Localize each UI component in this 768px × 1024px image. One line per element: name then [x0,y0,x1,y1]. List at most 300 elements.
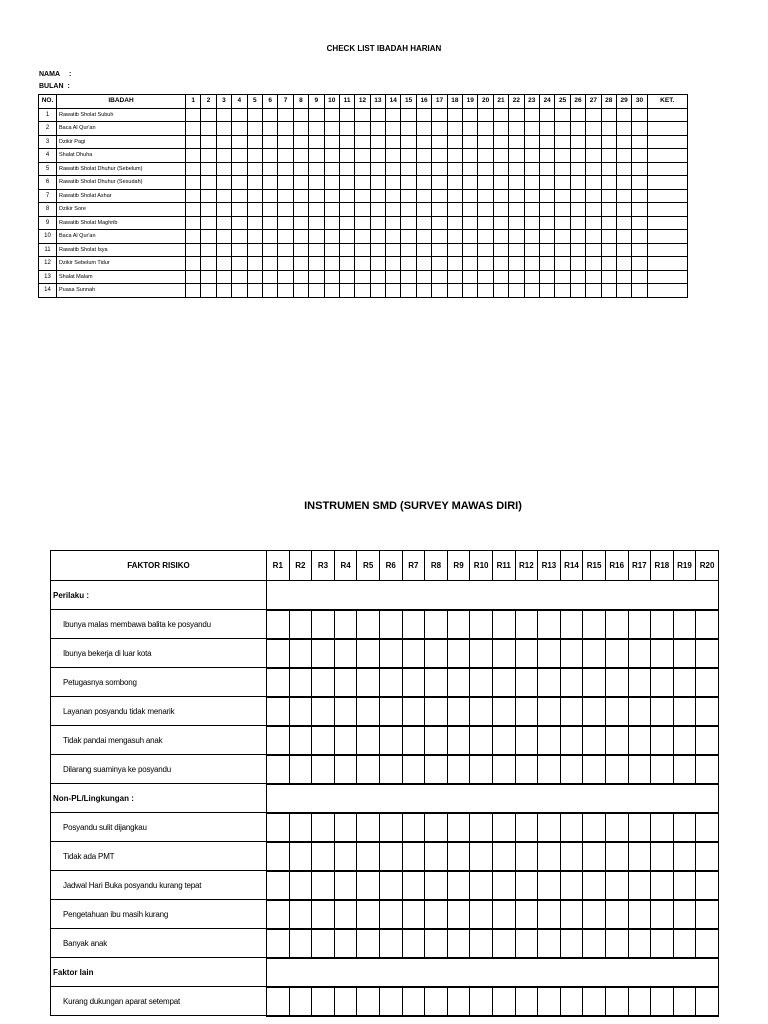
check-cell[interactable] [586,230,601,244]
check-cell[interactable] [339,203,354,217]
check-cell[interactable] [355,189,370,203]
check-cell[interactable] [586,284,601,298]
check-cell[interactable] [555,203,570,217]
check-cell[interactable] [616,135,631,149]
response-cell[interactable] [628,871,651,900]
check-cell[interactable] [355,108,370,122]
response-cell[interactable] [628,987,651,1016]
response-cell[interactable] [515,639,538,668]
response-cell[interactable] [651,871,674,900]
check-cell[interactable] [386,162,401,176]
check-cell[interactable] [370,270,385,284]
check-cell[interactable] [432,108,447,122]
response-cell[interactable] [289,697,312,726]
ket-cell[interactable] [647,243,687,257]
check-cell[interactable] [432,257,447,271]
check-cell[interactable] [216,270,231,284]
check-cell[interactable] [524,176,539,190]
check-cell[interactable] [386,149,401,163]
check-cell[interactable] [432,270,447,284]
check-cell[interactable] [478,270,493,284]
response-cell[interactable] [312,610,335,639]
check-cell[interactable] [478,135,493,149]
check-cell[interactable] [309,243,324,257]
ket-cell[interactable] [647,216,687,230]
check-cell[interactable] [586,135,601,149]
response-cell[interactable] [605,668,628,697]
check-cell[interactable] [416,162,431,176]
check-cell[interactable] [616,284,631,298]
response-cell[interactable] [651,610,674,639]
response-cell[interactable] [538,726,561,755]
check-cell[interactable] [478,176,493,190]
response-cell[interactable] [515,987,538,1016]
response-cell[interactable] [470,697,493,726]
response-cell[interactable] [492,668,515,697]
check-cell[interactable] [524,257,539,271]
check-cell[interactable] [509,230,524,244]
response-cell[interactable] [425,726,448,755]
check-cell[interactable] [339,176,354,190]
check-cell[interactable] [493,108,508,122]
response-cell[interactable] [696,871,719,900]
check-cell[interactable] [386,189,401,203]
response-cell[interactable] [515,813,538,842]
check-cell[interactable] [586,176,601,190]
check-cell[interactable] [447,108,462,122]
check-cell[interactable] [355,203,370,217]
response-cell[interactable] [538,900,561,929]
response-cell[interactable] [267,842,290,871]
response-cell[interactable] [560,726,583,755]
check-cell[interactable] [509,243,524,257]
ket-cell[interactable] [647,257,687,271]
response-cell[interactable] [267,929,290,958]
response-cell[interactable] [425,813,448,842]
check-cell[interactable] [324,189,339,203]
check-cell[interactable] [447,230,462,244]
check-cell[interactable] [570,108,585,122]
ket-cell[interactable] [647,203,687,217]
check-cell[interactable] [262,216,277,230]
check-cell[interactable] [616,149,631,163]
check-cell[interactable] [601,203,616,217]
response-cell[interactable] [289,668,312,697]
response-cell[interactable] [334,697,357,726]
response-cell[interactable] [402,610,425,639]
check-cell[interactable] [386,230,401,244]
check-cell[interactable] [570,284,585,298]
check-cell[interactable] [586,108,601,122]
check-cell[interactable] [539,108,554,122]
check-cell[interactable] [309,135,324,149]
check-cell[interactable] [447,284,462,298]
response-cell[interactable] [402,755,425,784]
response-cell[interactable] [673,842,696,871]
check-cell[interactable] [247,149,262,163]
check-cell[interactable] [432,284,447,298]
check-cell[interactable] [416,230,431,244]
check-cell[interactable] [401,122,416,136]
check-cell[interactable] [262,108,277,122]
check-cell[interactable] [601,122,616,136]
response-cell[interactable] [334,610,357,639]
response-cell[interactable] [696,842,719,871]
check-cell[interactable] [632,135,647,149]
response-cell[interactable] [605,987,628,1016]
check-cell[interactable] [509,135,524,149]
check-cell[interactable] [216,257,231,271]
check-cell[interactable] [201,122,216,136]
response-cell[interactable] [289,871,312,900]
check-cell[interactable] [570,203,585,217]
check-cell[interactable] [324,122,339,136]
response-cell[interactable] [560,610,583,639]
check-cell[interactable] [401,149,416,163]
ket-cell[interactable] [647,230,687,244]
check-cell[interactable] [447,216,462,230]
response-cell[interactable] [696,610,719,639]
check-cell[interactable] [539,162,554,176]
check-cell[interactable] [186,243,201,257]
check-cell[interactable] [570,149,585,163]
response-cell[interactable] [470,900,493,929]
check-cell[interactable] [309,162,324,176]
check-cell[interactable] [339,162,354,176]
check-cell[interactable] [339,122,354,136]
response-cell[interactable] [538,813,561,842]
check-cell[interactable] [232,122,247,136]
check-cell[interactable] [186,189,201,203]
check-cell[interactable] [339,284,354,298]
response-cell[interactable] [289,726,312,755]
check-cell[interactable] [201,257,216,271]
response-cell[interactable] [267,987,290,1016]
check-cell[interactable] [201,203,216,217]
response-cell[interactable] [583,755,606,784]
response-cell[interactable] [628,726,651,755]
check-cell[interactable] [632,162,647,176]
response-cell[interactable] [379,639,402,668]
check-cell[interactable] [309,230,324,244]
check-cell[interactable] [355,149,370,163]
check-cell[interactable] [293,135,308,149]
check-cell[interactable] [262,149,277,163]
check-cell[interactable] [632,230,647,244]
check-cell[interactable] [355,135,370,149]
check-cell[interactable] [601,230,616,244]
check-cell[interactable] [432,122,447,136]
check-cell[interactable] [386,122,401,136]
check-cell[interactable] [278,230,293,244]
check-cell[interactable] [555,176,570,190]
check-cell[interactable] [293,189,308,203]
check-cell[interactable] [432,189,447,203]
check-cell[interactable] [478,162,493,176]
check-cell[interactable] [324,135,339,149]
response-cell[interactable] [402,697,425,726]
check-cell[interactable] [262,122,277,136]
check-cell[interactable] [509,176,524,190]
check-cell[interactable] [309,216,324,230]
check-cell[interactable] [493,216,508,230]
check-cell[interactable] [293,203,308,217]
check-cell[interactable] [616,216,631,230]
response-cell[interactable] [605,726,628,755]
check-cell[interactable] [447,162,462,176]
response-cell[interactable] [673,755,696,784]
response-cell[interactable] [696,987,719,1016]
response-cell[interactable] [673,726,696,755]
check-cell[interactable] [201,176,216,190]
check-cell[interactable] [616,176,631,190]
response-cell[interactable] [492,726,515,755]
response-cell[interactable] [515,668,538,697]
response-cell[interactable] [492,610,515,639]
check-cell[interactable] [555,284,570,298]
check-cell[interactable] [432,135,447,149]
response-cell[interactable] [605,697,628,726]
check-cell[interactable] [309,257,324,271]
response-cell[interactable] [312,871,335,900]
check-cell[interactable] [278,284,293,298]
response-cell[interactable] [651,987,674,1016]
check-cell[interactable] [370,108,385,122]
check-cell[interactable] [247,257,262,271]
response-cell[interactable] [425,900,448,929]
check-cell[interactable] [539,284,554,298]
check-cell[interactable] [601,284,616,298]
check-cell[interactable] [463,149,478,163]
check-cell[interactable] [339,257,354,271]
check-cell[interactable] [416,257,431,271]
check-cell[interactable] [216,122,231,136]
check-cell[interactable] [478,257,493,271]
check-cell[interactable] [355,162,370,176]
response-cell[interactable] [696,726,719,755]
response-cell[interactable] [425,929,448,958]
check-cell[interactable] [386,284,401,298]
check-cell[interactable] [370,257,385,271]
response-cell[interactable] [312,900,335,929]
check-cell[interactable] [186,162,201,176]
response-cell[interactable] [357,726,380,755]
response-cell[interactable] [492,639,515,668]
check-cell[interactable] [493,284,508,298]
check-cell[interactable] [186,203,201,217]
check-cell[interactable] [278,162,293,176]
check-cell[interactable] [293,230,308,244]
check-cell[interactable] [432,216,447,230]
check-cell[interactable] [539,257,554,271]
response-cell[interactable] [334,668,357,697]
check-cell[interactable] [493,162,508,176]
response-cell[interactable] [267,755,290,784]
check-cell[interactable] [524,284,539,298]
response-cell[interactable] [402,813,425,842]
response-cell[interactable] [628,929,651,958]
check-cell[interactable] [601,243,616,257]
check-cell[interactable] [447,149,462,163]
response-cell[interactable] [515,726,538,755]
check-cell[interactable] [616,189,631,203]
check-cell[interactable] [493,189,508,203]
check-cell[interactable] [616,122,631,136]
check-cell[interactable] [262,203,277,217]
response-cell[interactable] [492,755,515,784]
check-cell[interactable] [370,189,385,203]
check-cell[interactable] [493,149,508,163]
check-cell[interactable] [216,230,231,244]
check-cell[interactable] [339,108,354,122]
response-cell[interactable] [379,668,402,697]
check-cell[interactable] [493,257,508,271]
response-cell[interactable] [402,726,425,755]
check-cell[interactable] [616,243,631,257]
check-cell[interactable] [555,135,570,149]
check-cell[interactable] [278,243,293,257]
check-cell[interactable] [278,149,293,163]
check-cell[interactable] [370,122,385,136]
check-cell[interactable] [278,122,293,136]
check-cell[interactable] [262,243,277,257]
response-cell[interactable] [673,697,696,726]
response-cell[interactable] [402,668,425,697]
response-cell[interactable] [605,639,628,668]
response-cell[interactable] [651,726,674,755]
response-cell[interactable] [673,900,696,929]
check-cell[interactable] [293,270,308,284]
check-cell[interactable] [401,257,416,271]
check-cell[interactable] [416,243,431,257]
check-cell[interactable] [247,122,262,136]
check-cell[interactable] [247,162,262,176]
response-cell[interactable] [492,813,515,842]
check-cell[interactable] [262,270,277,284]
check-cell[interactable] [616,270,631,284]
response-cell[interactable] [470,813,493,842]
check-cell[interactable] [632,216,647,230]
check-cell[interactable] [432,162,447,176]
response-cell[interactable] [312,813,335,842]
check-cell[interactable] [216,189,231,203]
check-cell[interactable] [370,149,385,163]
response-cell[interactable] [402,639,425,668]
check-cell[interactable] [524,243,539,257]
response-cell[interactable] [673,987,696,1016]
response-cell[interactable] [515,871,538,900]
check-cell[interactable] [478,189,493,203]
response-cell[interactable] [289,929,312,958]
response-cell[interactable] [425,697,448,726]
check-cell[interactable] [324,149,339,163]
check-cell[interactable] [293,176,308,190]
response-cell[interactable] [289,987,312,1016]
check-cell[interactable] [324,216,339,230]
check-cell[interactable] [524,135,539,149]
response-cell[interactable] [583,668,606,697]
check-cell[interactable] [324,230,339,244]
check-cell[interactable] [616,162,631,176]
response-cell[interactable] [267,900,290,929]
response-cell[interactable] [628,755,651,784]
response-cell[interactable] [583,610,606,639]
check-cell[interactable] [262,284,277,298]
check-cell[interactable] [632,108,647,122]
response-cell[interactable] [492,987,515,1016]
check-cell[interactable] [401,230,416,244]
check-cell[interactable] [493,270,508,284]
check-cell[interactable] [447,243,462,257]
check-cell[interactable] [601,216,616,230]
check-cell[interactable] [401,270,416,284]
response-cell[interactable] [538,697,561,726]
check-cell[interactable] [232,203,247,217]
check-cell[interactable] [555,270,570,284]
check-cell[interactable] [232,108,247,122]
check-cell[interactable] [616,230,631,244]
check-cell[interactable] [186,108,201,122]
check-cell[interactable] [463,243,478,257]
check-cell[interactable] [186,216,201,230]
check-cell[interactable] [616,108,631,122]
check-cell[interactable] [586,203,601,217]
check-cell[interactable] [570,176,585,190]
response-cell[interactable] [651,813,674,842]
check-cell[interactable] [555,108,570,122]
check-cell[interactable] [216,108,231,122]
response-cell[interactable] [673,668,696,697]
check-cell[interactable] [309,189,324,203]
check-cell[interactable] [416,270,431,284]
response-cell[interactable] [651,842,674,871]
check-cell[interactable] [309,108,324,122]
check-cell[interactable] [293,216,308,230]
check-cell[interactable] [293,257,308,271]
check-cell[interactable] [601,257,616,271]
check-cell[interactable] [524,270,539,284]
response-cell[interactable] [334,639,357,668]
check-cell[interactable] [324,176,339,190]
check-cell[interactable] [293,122,308,136]
check-cell[interactable] [463,162,478,176]
check-cell[interactable] [201,149,216,163]
check-cell[interactable] [201,108,216,122]
response-cell[interactable] [289,755,312,784]
check-cell[interactable] [247,108,262,122]
check-cell[interactable] [216,203,231,217]
check-cell[interactable] [186,284,201,298]
response-cell[interactable] [470,639,493,668]
response-cell[interactable] [673,871,696,900]
check-cell[interactable] [247,216,262,230]
check-cell[interactable] [509,284,524,298]
check-cell[interactable] [355,284,370,298]
check-cell[interactable] [186,230,201,244]
response-cell[interactable] [289,813,312,842]
check-cell[interactable] [555,230,570,244]
response-cell[interactable] [492,900,515,929]
response-cell[interactable] [651,929,674,958]
check-cell[interactable] [216,216,231,230]
check-cell[interactable] [201,135,216,149]
check-cell[interactable] [416,284,431,298]
check-cell[interactable] [539,122,554,136]
response-cell[interactable] [538,755,561,784]
check-cell[interactable] [463,230,478,244]
check-cell[interactable] [232,176,247,190]
check-cell[interactable] [478,230,493,244]
